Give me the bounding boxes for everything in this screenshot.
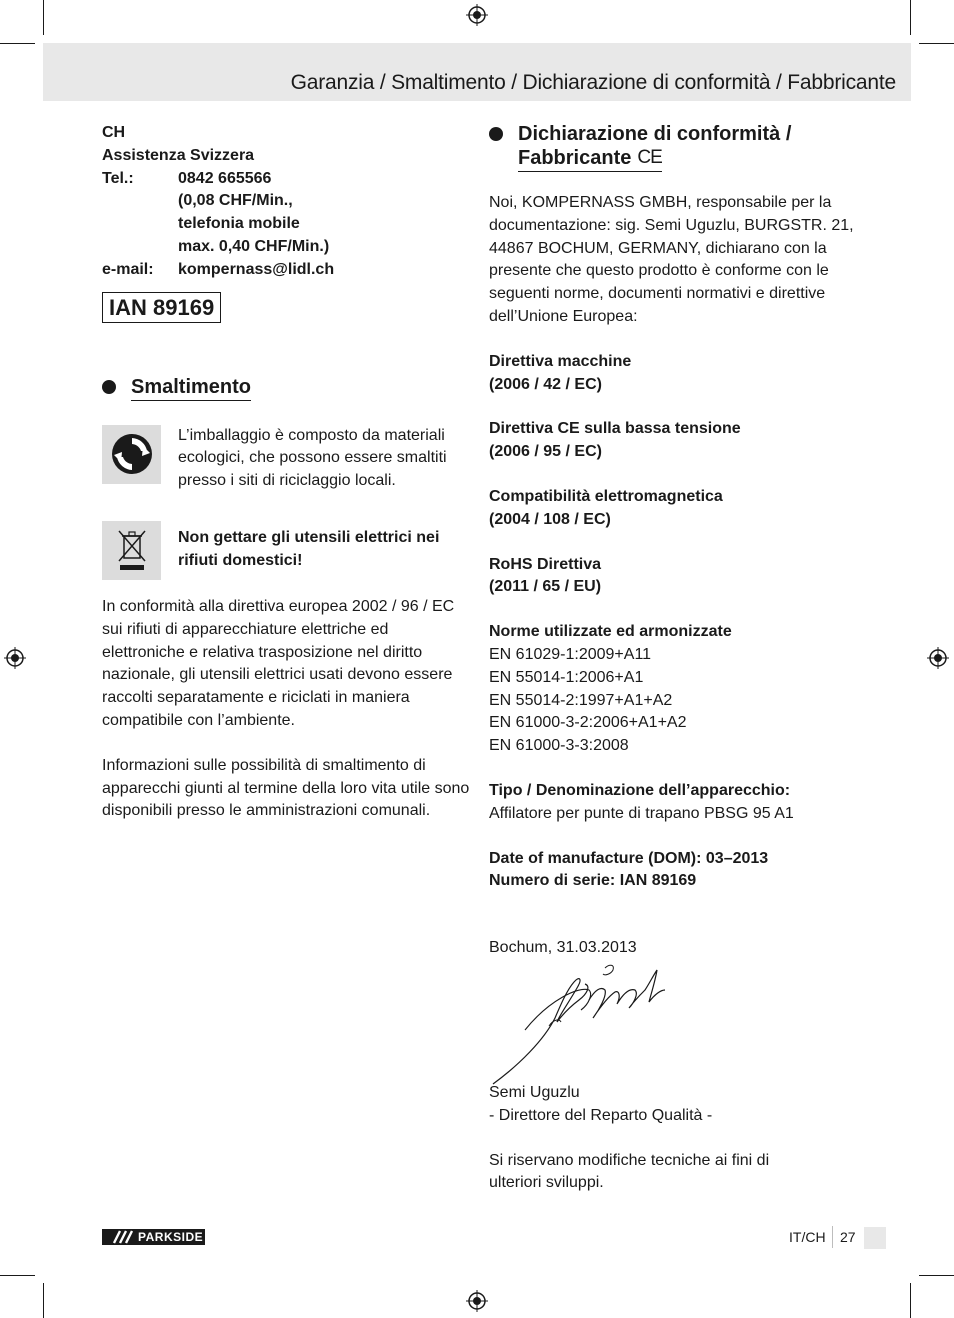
type-value: Affilatore per punte di trapano PBSG 95 A1 (489, 804, 794, 822)
declaration-intro: Noi, KOMPERNASS GMBH, responsabile per la documentazione: sig. Semi Uguzlu, BURGSTR. 21, 44867 BOCHUM, GERMANY, dichiarano con la presente che questo prodotto è conforme con le seguenti norme, documenti normativi e direttive dell’Unione Europea: (489, 194, 854, 325)
brand-logo (102, 1229, 205, 1245)
norm-item: EN 61029-1:2009+A11 (489, 645, 652, 663)
registration-mark-icon (4, 647, 26, 669)
contact-tel-row (102, 168, 472, 259)
crop-mark (43, 1283, 44, 1318)
language-code: IT/CH (789, 1229, 826, 1245)
directive-name: Direttiva macchine (489, 352, 632, 370)
directive-item (489, 418, 869, 464)
directive-code: (2006 / 95 / EC) (489, 443, 602, 461)
registration-mark-icon (927, 647, 949, 669)
contact-service: Assistenza Svizzera (102, 146, 255, 164)
norms-block (489, 621, 869, 758)
ce-mark: CE (637, 147, 662, 168)
directive-code: (2011 / 65 / EU) (489, 578, 602, 596)
declaration-heading (518, 122, 791, 172)
page-title: Garanzia / Smaltimento / Dichiarazione di conformità / Fabbricante (290, 71, 896, 94)
norm-item: EN 61000-3-3:2008 (489, 737, 629, 755)
signer-name: Semi Uguzlu (489, 1083, 580, 1101)
directive-item (489, 554, 869, 600)
footer-tab (864, 1227, 886, 1249)
registration-mark-icon (466, 1290, 488, 1312)
bullet-icon (102, 380, 116, 394)
directive-item (489, 486, 869, 532)
dom-line: Date of manufacture (DOM): 03–2013 (489, 849, 769, 867)
directive-name: RoHS Direttiva (489, 555, 602, 573)
crop-mark (910, 0, 911, 35)
section-heading-disposal (102, 375, 472, 401)
signer-block (489, 1082, 869, 1128)
norm-item: EN 55014-1:2006+A1 (489, 668, 644, 686)
page-number: 27 (840, 1229, 856, 1245)
crop-mark (0, 1275, 35, 1276)
directive-code: (2004 / 108 / EC) (489, 510, 611, 528)
recycling-icon (102, 425, 161, 484)
directive-name: Direttiva CE sulla bassa tensione (489, 420, 741, 438)
contact-country: CH (102, 124, 126, 141)
type-block (489, 780, 869, 826)
crop-mark (919, 1275, 954, 1276)
signer-title: - Direttore del Reparto Qualità - (489, 1106, 713, 1124)
declaration-heading-line: Fabbricante (518, 147, 632, 169)
email-label: e-mail: (102, 260, 154, 278)
tel-label: Tel.: (102, 169, 134, 187)
contact-email-row (102, 259, 472, 282)
tel-line: telefonia mobile (178, 215, 300, 233)
ian-box: IAN 89169 (102, 292, 221, 323)
crossed-bin-icon (102, 521, 161, 580)
directive-code: (2006 / 42 / EC) (489, 375, 602, 393)
packaging-row (102, 425, 472, 493)
crop-mark (919, 43, 954, 44)
section-heading-declaration (489, 122, 869, 172)
right-column (489, 122, 869, 1195)
brand-name: PARKSIDE (138, 1230, 204, 1244)
manufacture-block (489, 848, 869, 894)
place-date: Bochum, 31.03.2013 (489, 939, 637, 957)
crop-mark (910, 1283, 911, 1318)
disposal-paragraph: In conformità alla direttiva europea 2002 / 96 / EC sui rifiuti di apparecchiature elettriche ed elettroniche e relativa trasposizione nel diritto nazionale, gli utensili elettrici usati devono essere raccolti separatamente e riciclati in maniera compatibile con l’ambiente. (102, 597, 455, 729)
crop-mark (0, 43, 35, 44)
declaration-heading-line-wrap (518, 146, 662, 172)
tel-line: 0842 665566 (178, 169, 272, 187)
declaration-heading-line: Dichiarazione di conformità / (518, 123, 792, 145)
bin-warning: Non gettare gli utensili elettrici nei rifiuti domestici! (178, 528, 440, 569)
bullet-icon (489, 127, 503, 141)
norm-item: EN 55014-2:1997+A1+A2 (489, 691, 673, 709)
bin-row (102, 521, 472, 580)
serial-line: Numero di serie: IAN 89169 (489, 872, 697, 890)
footer-divider (832, 1226, 833, 1248)
type-heading: Tipo / Denominazione dell’apparecchio: (489, 781, 791, 799)
tel-value (178, 168, 472, 259)
contact-block (102, 122, 472, 282)
closing-note: Si riservano modifiche tecniche ai fini di ulteriori sviluppi. (489, 1151, 770, 1192)
norm-item: EN 61000-3-2:2006+A1+A2 (489, 714, 687, 732)
disposal-heading: Smaltimento (131, 375, 251, 401)
norms-heading: Norme utilizzate ed armonizzate (489, 623, 732, 641)
email-value: kompernass@lidl.ch (178, 260, 335, 278)
signature-icon (489, 960, 689, 1088)
tel-line: (0,08 CHF/Min., (178, 192, 293, 210)
directive-item (489, 351, 869, 397)
packaging-text: L’imballaggio è composto da materiali ecologici, che possono essere smaltiti presso i siti di riciclaggio locali. (178, 426, 447, 490)
left-column (102, 122, 472, 823)
disposal-paragraph: Informazioni sulle possibilità di smaltimento di apparecchi giunti al termine della loro vita utile sono disponibili presso le amministrazioni comunali. (102, 756, 470, 820)
crop-mark (43, 0, 44, 35)
registration-mark-icon (466, 4, 488, 26)
directive-name: Compatibilità elettromagnetica (489, 487, 723, 505)
tel-line: max. 0,40 CHF/Min.) (178, 237, 330, 255)
